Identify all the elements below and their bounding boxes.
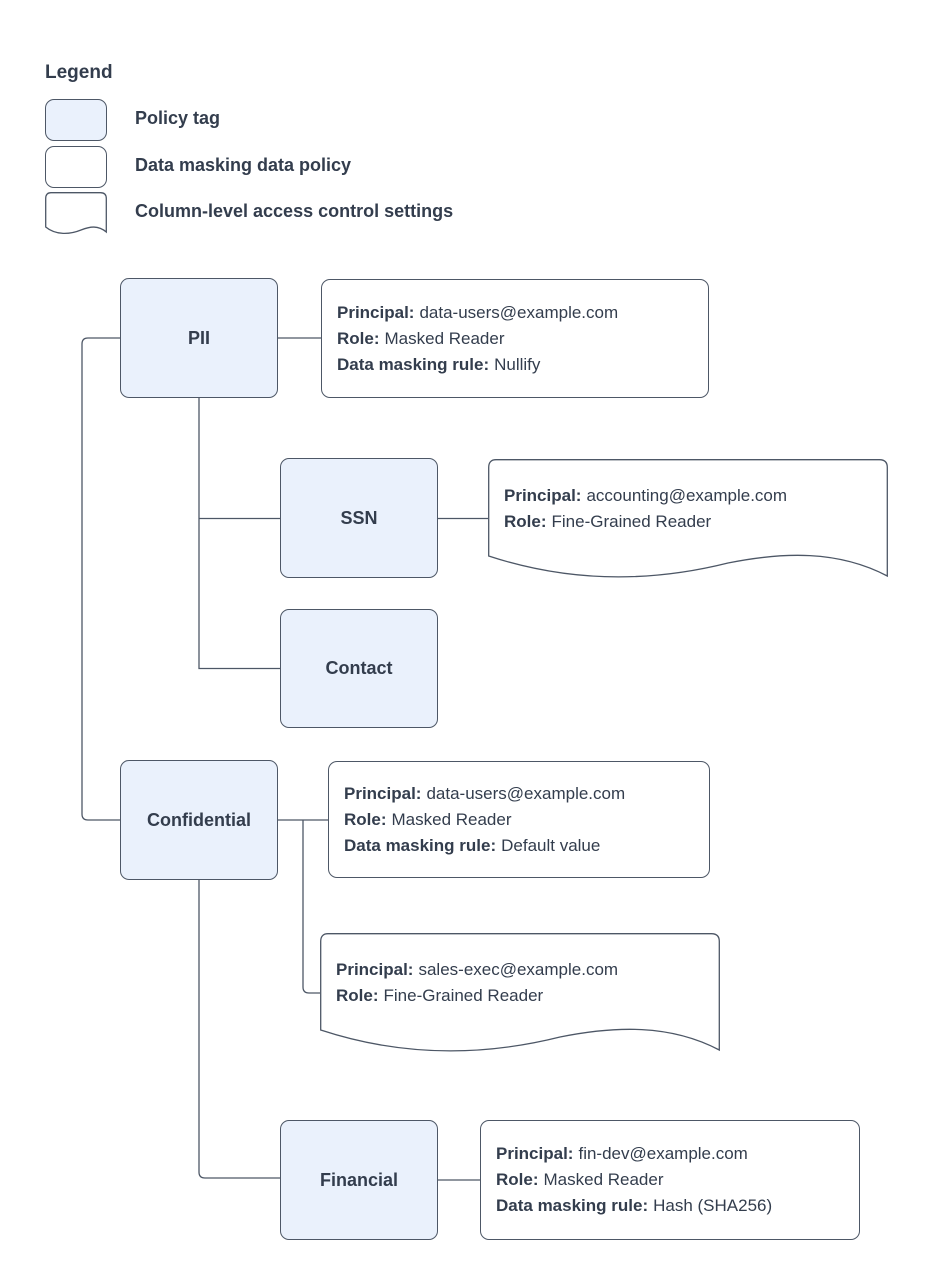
policy-tag-confidential [120,760,278,880]
policy-tag-ssn [280,458,438,578]
rule-label: Data masking rule: [496,1196,649,1215]
principal-label: Principal: [344,783,422,803]
policy-principal-line [337,300,708,326]
principal-label: Principal: [336,960,414,979]
rule-value: Nullify [494,354,541,374]
legend-column-access-label: Column-level access control settings [135,201,454,221]
legend-data-masking-swatch [45,146,107,188]
principal-value: data-users@example.com [426,783,626,803]
column-access-text [336,933,618,1033]
role-label: Role: [336,986,379,1005]
rule-value: Hash (SHA256) [653,1196,773,1215]
policy-tag-contact [280,609,438,728]
legend-policy-tag-swatch [45,99,107,141]
edge-confidential-financial [199,880,280,1178]
principal-value: fin-dev@example.com [578,1144,748,1163]
policy-rule-line [344,833,709,859]
policy-role-line [344,807,709,833]
policy-principal-line [496,1141,859,1167]
policy-role-line [337,326,708,352]
policy-tag-financial-label: Financial [319,1169,399,1190]
role-label: Role: [337,328,380,348]
policy-tag-pii-label: PII [187,327,210,348]
legend-policy-tag-label: Policy tag [135,108,221,128]
policy-role-line [496,1167,859,1193]
policy-tag-ssn-label: SSN [340,507,378,528]
policy-tag-financial [280,1120,438,1240]
role-label: Role: [496,1170,539,1189]
legend-title: Legend [45,62,113,83]
column-access-text [504,459,787,559]
policy-principal-line [344,781,709,807]
edge-pii-confidential [82,338,120,820]
policy-tag-confidential-label: Confidential [147,809,251,830]
policy-principal-line [504,483,787,509]
column-access-settings-confidential [320,933,720,1057]
rule-label: Data masking rule: [337,354,490,374]
role-value: Fine-Grained Reader [551,512,712,531]
role-value: Masked Reader [391,809,512,829]
rule-value: Default value [501,835,601,855]
legend-data-masking-label: Data masking data policy [135,155,352,175]
policy-rule-line [337,352,708,378]
policy-tag-contact-label: Contact [325,658,393,678]
policy-role-line [336,983,618,1009]
principal-label: Principal: [337,302,415,322]
data-masking-policy-pii [321,279,709,398]
data-masking-policy-confidential [328,761,710,878]
edge-pii-children-trunk [199,398,280,669]
role-value: Fine-Grained Reader [383,986,544,1005]
principal-value: data-users@example.com [419,302,619,322]
policy-tag-pii [120,278,278,398]
role-value: Masked Reader [543,1170,664,1189]
principal-label: Principal: [496,1144,574,1163]
edge-confidential-access-settings [303,820,320,993]
role-label: Role: [344,809,387,829]
principal-value: sales-exec@example.com [418,960,619,979]
principal-value: accounting@example.com [586,486,788,505]
policy-principal-line [336,957,618,983]
column-access-settings-ssn [488,459,888,583]
data-masking-policy-financial [480,1120,860,1240]
legend-column-access-swatch [45,192,107,239]
rule-label: Data masking rule: [344,835,497,855]
policy-role-line [504,509,787,535]
role-value: Masked Reader [384,328,505,348]
policy-rule-line [496,1193,859,1219]
role-label: Role: [504,512,547,531]
principal-label: Principal: [504,486,582,505]
